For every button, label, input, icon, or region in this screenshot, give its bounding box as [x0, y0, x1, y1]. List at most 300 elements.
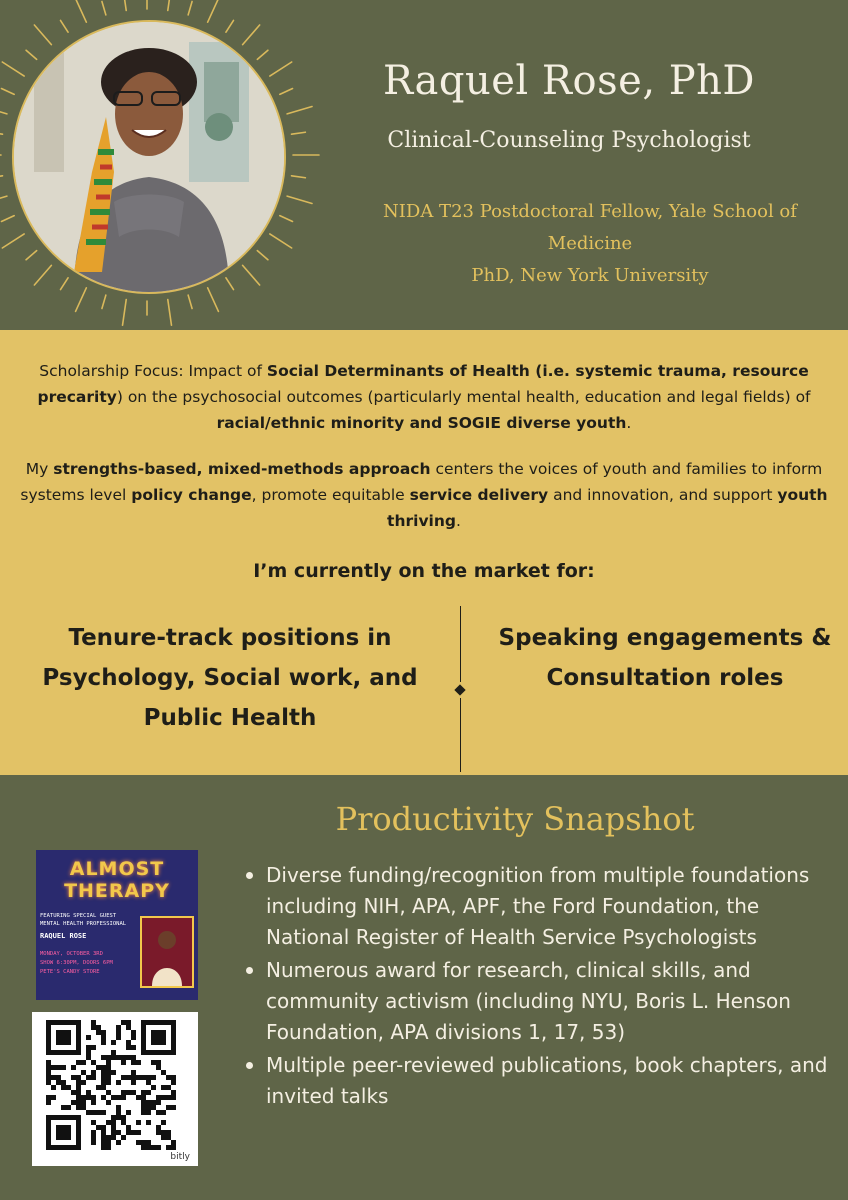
qr-module — [151, 1060, 156, 1065]
qr-module — [106, 1090, 111, 1095]
qr-module — [101, 1145, 106, 1150]
qr-module — [46, 1100, 51, 1105]
qr-module — [111, 1050, 116, 1055]
qr-module — [131, 1030, 136, 1035]
sun-ray — [208, 288, 219, 312]
qr-module — [121, 1055, 126, 1060]
credential-line: PhD, New York University — [471, 265, 709, 286]
market-option-tenure-track: Tenure-track positions in Psychology, Social work, and Public Health — [42, 625, 418, 731]
portrait-illustration — [14, 22, 284, 292]
qr-module — [101, 1030, 106, 1035]
qr-module — [91, 1060, 96, 1065]
qr-module — [91, 1095, 96, 1100]
qr-module — [56, 1125, 71, 1140]
sun-ray — [270, 234, 292, 248]
qr-module — [111, 1130, 116, 1135]
qr-module — [116, 1140, 121, 1145]
event-poster — [36, 850, 198, 1000]
qr-module — [91, 1075, 96, 1080]
qr-module — [86, 1045, 91, 1050]
qr-module — [171, 1095, 176, 1100]
text-run: , promote equitable — [251, 486, 410, 504]
text-run-bold: ( — [529, 362, 543, 380]
sun-ray — [60, 20, 68, 32]
bullet-icon — [246, 872, 253, 879]
qr-module — [151, 1075, 156, 1080]
poster-title — [36, 858, 198, 902]
qr-module — [146, 1080, 151, 1085]
qr-module — [151, 1030, 166, 1045]
qr-module — [96, 1030, 101, 1035]
qr-module — [146, 1075, 151, 1080]
qr-module — [121, 1020, 126, 1025]
qr-module — [156, 1110, 161, 1115]
sun-ray — [243, 265, 260, 285]
sun-ray — [102, 1, 106, 14]
sun-ray — [257, 50, 268, 59]
qr-module — [101, 1085, 106, 1090]
qr-module — [106, 1075, 111, 1080]
snapshot-list — [240, 860, 830, 1114]
sun-ray — [0, 196, 7, 203]
header — [0, 0, 848, 330]
qr-module — [101, 1095, 106, 1100]
qr-module — [171, 1105, 176, 1110]
qr-module — [71, 1100, 76, 1105]
person-name: Raquel Rose, PhD — [382, 58, 755, 104]
qr-module — [131, 1055, 136, 1060]
qr-module — [121, 1120, 126, 1125]
sun-ray — [287, 107, 312, 114]
qr-module — [61, 1105, 66, 1110]
poster-guest: RAQUEL ROSE — [40, 932, 87, 940]
qr-module — [81, 1060, 86, 1065]
qr-module — [81, 1105, 86, 1110]
qr-module — [116, 1130, 121, 1135]
qr-module — [151, 1105, 156, 1110]
focus-panel — [0, 330, 848, 775]
qr-module — [161, 1130, 166, 1135]
qr-module — [101, 1130, 106, 1135]
sun-ray — [226, 20, 234, 32]
qr-module — [146, 1120, 151, 1125]
qr-module — [136, 1120, 141, 1125]
qr-module — [91, 1020, 96, 1025]
poster-featuring: FEATURING SPECIAL GUEST MENTAL HEALTH PROFESSIONAL — [40, 913, 127, 927]
scholarship-focus — [30, 358, 818, 436]
qr-module — [106, 1140, 111, 1145]
qr-module — [66, 1085, 71, 1090]
qr-module — [111, 1125, 116, 1130]
qr-module — [96, 1110, 101, 1115]
qr-module — [151, 1100, 156, 1105]
qr-module — [51, 1085, 56, 1090]
qr-module — [141, 1100, 146, 1105]
sun-ray — [26, 251, 37, 260]
sun-ray — [102, 295, 106, 308]
qr-module — [121, 1090, 126, 1095]
list-item — [240, 1050, 830, 1112]
qr-module — [96, 1025, 101, 1030]
text-run: My — [25, 460, 54, 478]
qr-module — [76, 1090, 81, 1095]
qr-module — [141, 1095, 146, 1100]
qr-module — [171, 1090, 176, 1095]
qr-module — [171, 1075, 176, 1080]
qr-module — [111, 1120, 116, 1125]
qr-module — [121, 1060, 126, 1065]
qr-module — [86, 1110, 91, 1115]
qr-module — [156, 1065, 161, 1070]
qr-module — [101, 1075, 106, 1080]
qr-module — [166, 1075, 171, 1080]
sun-ray — [123, 0, 127, 10]
qr-module — [126, 1075, 131, 1080]
poster-title-line: ALMOST — [69, 858, 165, 880]
qr-module — [156, 1125, 161, 1130]
qr-module — [91, 1110, 96, 1115]
sun-ray — [1, 216, 14, 222]
qr-module — [136, 1075, 141, 1080]
qr-module — [116, 1095, 121, 1100]
text-run-bold: service delivery — [409, 486, 549, 504]
portrait-photo — [12, 20, 286, 294]
qr-module — [76, 1085, 81, 1090]
list-item-text: Diverse funding/recognition from multiple foundations including NIH, APA, APF, the Ford Foundation, the National Register of Health Service Psychologists — [266, 863, 810, 949]
bullet-icon — [246, 1062, 253, 1069]
text-run: and innovation, and support — [548, 486, 778, 504]
qr-module — [106, 1055, 111, 1060]
qr-module — [61, 1065, 66, 1070]
qr-module — [121, 1095, 126, 1100]
qr-module — [151, 1085, 156, 1090]
sun-ray — [188, 295, 192, 308]
sun-ray — [60, 278, 68, 290]
qr-module — [56, 1080, 61, 1085]
qr-module — [166, 1135, 171, 1140]
qr-module — [131, 1075, 136, 1080]
qr-module — [106, 1120, 111, 1125]
qr-module — [101, 1055, 106, 1060]
qr-module — [116, 1035, 121, 1040]
qr-module — [136, 1060, 141, 1065]
qr-module — [106, 1100, 111, 1105]
sun-ray — [208, 0, 219, 22]
sun-ray — [123, 300, 127, 326]
qr-module — [141, 1140, 146, 1145]
qr-module — [126, 1025, 131, 1030]
qr-module — [156, 1130, 161, 1135]
sun-ray — [168, 0, 172, 10]
list-item — [240, 860, 830, 953]
qr-module — [171, 1145, 176, 1150]
qr-module — [116, 1055, 121, 1060]
text-run: ) on the psychosocial outcomes (particularly mental health, education and legal fields) of — [116, 388, 811, 406]
qr-module — [101, 1110, 106, 1115]
qr-module — [146, 1100, 151, 1105]
qr-pattern — [32, 1012, 198, 1166]
sun-ray — [0, 107, 7, 114]
qr-module — [86, 1035, 91, 1040]
qr-module — [101, 1065, 106, 1070]
qr-module — [116, 1115, 121, 1120]
qr-module — [126, 1090, 131, 1095]
text-run: . — [626, 414, 632, 432]
sun-ray — [26, 50, 37, 59]
qr-module — [111, 1115, 116, 1120]
qr-module — [81, 1095, 86, 1100]
qr-module — [151, 1145, 156, 1150]
qr-module — [46, 1060, 51, 1065]
qr-module — [131, 1130, 136, 1135]
qr-module — [76, 1100, 81, 1105]
qr-module — [71, 1075, 76, 1080]
qr-module — [91, 1120, 96, 1125]
qr-module — [136, 1130, 141, 1135]
qr-module — [141, 1075, 146, 1080]
qr-module — [161, 1070, 166, 1075]
qr-module — [91, 1070, 96, 1075]
qr-module — [146, 1145, 151, 1150]
qr-module — [111, 1095, 116, 1100]
qr-module — [86, 1050, 91, 1055]
sun-ray — [280, 216, 293, 222]
sun-ray — [34, 265, 51, 285]
qr-module — [161, 1110, 166, 1115]
qr-module — [46, 1080, 51, 1085]
sun-ray — [270, 62, 292, 76]
qr-module — [106, 1065, 111, 1070]
poster-venue: PETE'S CANDY STORE — [40, 969, 100, 975]
qr-module — [146, 1090, 151, 1095]
qr-module — [116, 1030, 121, 1035]
qr-module — [136, 1095, 141, 1100]
sun-ray — [2, 62, 24, 76]
qr-module — [56, 1030, 71, 1045]
market-option-speaking: Speaking engagements & Consultation roles — [498, 625, 832, 691]
qr-module — [76, 1105, 81, 1110]
qr-module — [51, 1095, 56, 1100]
qr-code[interactable] — [32, 1012, 198, 1166]
qr-module — [131, 1090, 136, 1095]
qr-module — [121, 1135, 126, 1140]
text-run-bold: racial/ethnic minority and SOGIE diverse youth — [216, 414, 627, 432]
qr-module — [101, 1080, 106, 1085]
list-item-text: Numerous award for research, clinical skills, and community activism (including NYU, Boris L. Henson Foundation, APA divisions 1, 17, 53) — [266, 958, 791, 1044]
text-run-bold: policy change — [131, 486, 252, 504]
qr-module — [116, 1025, 121, 1030]
qr-module — [91, 1130, 96, 1135]
qr-module — [126, 1045, 131, 1050]
list-item — [240, 955, 830, 1048]
qr-module — [86, 1095, 91, 1100]
qr-module — [71, 1065, 76, 1070]
qr-module — [61, 1085, 66, 1090]
qr-module — [86, 1055, 91, 1060]
qr-module — [106, 1060, 111, 1065]
market-heading: I’m currently on the market for: — [253, 560, 595, 582]
qr-module — [126, 1110, 131, 1115]
credential-line: Medicine — [547, 233, 633, 254]
qr-module — [116, 1080, 121, 1085]
qr-module — [91, 1045, 96, 1050]
qr-module — [76, 1075, 81, 1080]
text-run-bold: strengths-based, mixed-methods approach — [53, 460, 431, 478]
qr-module — [156, 1100, 161, 1105]
qr-module — [141, 1110, 146, 1115]
qr-module — [111, 1135, 116, 1140]
qr-module — [81, 1070, 86, 1075]
qr-module — [136, 1140, 141, 1145]
qr-module — [141, 1105, 146, 1110]
bullet-icon — [246, 967, 253, 974]
poster-date: MONDAY, OCTOBER 3RD — [40, 951, 103, 957]
qr-module — [86, 1075, 91, 1080]
credentials — [340, 196, 840, 292]
qr-module — [161, 1135, 166, 1140]
qr-module — [131, 1060, 136, 1065]
sun-ray — [34, 25, 51, 45]
qr-module — [46, 1070, 51, 1075]
qr-module — [146, 1140, 151, 1145]
qr-module — [156, 1145, 161, 1150]
qr-module — [86, 1090, 91, 1095]
qr-module — [96, 1125, 101, 1130]
sun-ray — [226, 278, 234, 290]
qr-module — [156, 1060, 161, 1065]
poster-title-line: THERAPY — [64, 880, 170, 902]
qr-module — [56, 1075, 61, 1080]
qr-module — [146, 1105, 151, 1110]
qr-module — [101, 1035, 106, 1040]
qr-module — [131, 1045, 136, 1050]
qr-module — [76, 1095, 81, 1100]
qr-module — [96, 1065, 101, 1070]
qr-module — [51, 1065, 56, 1070]
qr-module — [126, 1020, 131, 1025]
sun-ray — [292, 176, 306, 178]
sun-ray — [76, 0, 87, 22]
text-run: . — [456, 512, 461, 530]
qr-module — [161, 1095, 166, 1100]
text-run-bold: Social Determinants of Health — [266, 362, 530, 380]
sun-ray — [188, 1, 192, 14]
qr-module — [126, 1130, 131, 1135]
approach-statement — [20, 456, 828, 534]
qr-module — [81, 1080, 86, 1085]
qr-module — [106, 1145, 111, 1150]
qr-module — [61, 1080, 66, 1085]
qr-module — [131, 1035, 136, 1040]
qr-module — [91, 1100, 96, 1105]
qr-module — [46, 1075, 51, 1080]
qr-module — [131, 1080, 136, 1085]
qr-module — [51, 1075, 56, 1080]
poster-times: SHOW 6:30PM, DOORS 6PM — [40, 960, 113, 966]
qr-module — [121, 1115, 126, 1120]
sun-ray — [1, 89, 14, 95]
text-run: centers the voices of youth and families to inform systems level — [20, 460, 823, 504]
sun-ray — [168, 300, 172, 326]
qr-module — [171, 1080, 176, 1085]
qr-module — [101, 1135, 106, 1140]
qr-module — [121, 1075, 126, 1080]
qr-module — [126, 1040, 131, 1045]
text-run: Scholarship Focus: Impact of — [39, 362, 267, 380]
qr-module — [91, 1140, 96, 1145]
qr-module — [131, 1070, 136, 1075]
qr-module — [146, 1110, 151, 1115]
qr-module — [166, 1145, 171, 1150]
qr-module — [56, 1065, 61, 1070]
person-role: Clinical-Counseling Psychologist — [387, 128, 751, 153]
qr-module — [166, 1095, 171, 1100]
sun-ray — [76, 288, 87, 312]
qr-module — [111, 1070, 116, 1075]
qr-module — [156, 1095, 161, 1100]
qr-module — [101, 1040, 106, 1045]
qr-module — [46, 1095, 51, 1100]
divider-line — [460, 606, 461, 682]
qr-module — [126, 1055, 131, 1060]
qr-module — [66, 1105, 71, 1110]
qr-module — [106, 1135, 111, 1140]
qr-label: bitly — [170, 1152, 190, 1162]
credential-line: NIDA T23 Postdoctoral Fellow, Yale School of — [383, 201, 797, 222]
qr-module — [91, 1135, 96, 1140]
qr-module — [161, 1085, 166, 1090]
sun-ray — [0, 176, 2, 178]
qr-module — [166, 1085, 171, 1090]
divider-diamond-icon — [454, 684, 465, 695]
qr-module — [126, 1125, 131, 1130]
qr-module — [81, 1100, 86, 1105]
sun-ray — [287, 196, 312, 203]
qr-module — [76, 1060, 81, 1065]
qr-module — [116, 1105, 121, 1110]
sun-ray — [243, 25, 260, 45]
qr-module — [71, 1090, 76, 1095]
qr-module — [171, 1140, 176, 1145]
qr-module — [141, 1145, 146, 1150]
snapshot-title: Productivity Snapshot — [335, 800, 695, 838]
qr-module — [106, 1070, 111, 1075]
qr-module — [111, 1040, 116, 1045]
qr-module — [141, 1090, 146, 1095]
qr-module — [76, 1080, 81, 1085]
list-item-text: Multiple peer-reviewed publications, book chapters, and invited talks — [266, 1053, 828, 1108]
qr-module — [111, 1055, 116, 1060]
qr-module — [101, 1125, 106, 1130]
text-run-bold: i.e. systemic trauma, resource precarity — [37, 362, 809, 406]
qr-module — [166, 1105, 171, 1110]
qr-module — [96, 1085, 101, 1090]
qr-module — [46, 1065, 51, 1070]
text-run-bold: youth thriving — [387, 486, 828, 530]
poster-photo — [140, 916, 194, 988]
qr-module — [106, 1080, 111, 1085]
sun-ray — [2, 234, 24, 248]
sun-ray — [257, 251, 268, 260]
qr-module — [91, 1025, 96, 1030]
qr-module — [116, 1110, 121, 1115]
divider-line — [460, 698, 461, 772]
qr-module — [166, 1130, 171, 1135]
sun-ray — [0, 132, 2, 134]
qr-module — [101, 1140, 106, 1145]
qr-module — [161, 1120, 166, 1125]
qr-module — [101, 1070, 106, 1075]
